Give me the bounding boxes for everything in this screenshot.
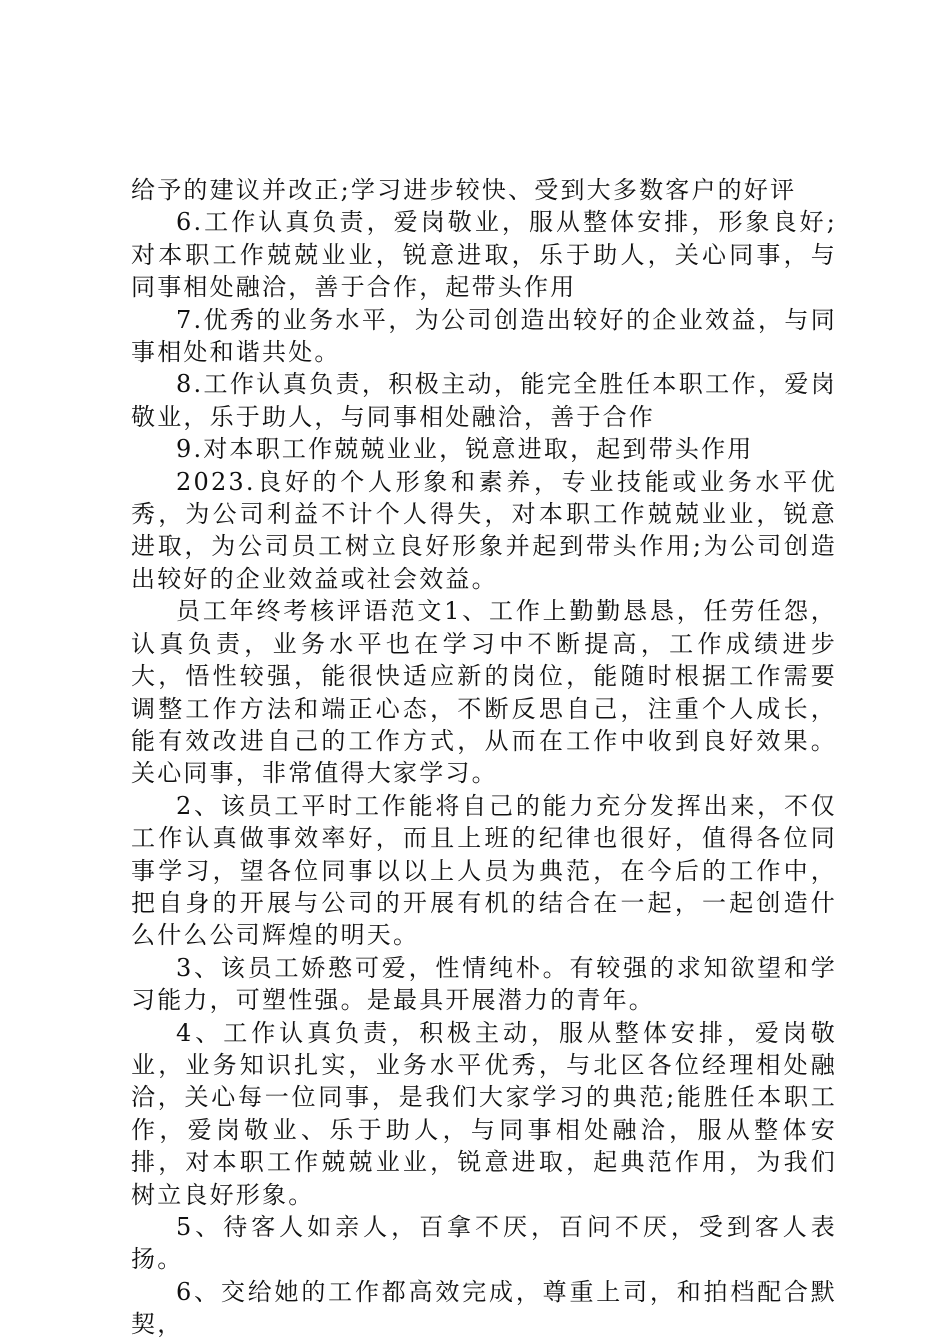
paragraph: 9.对本职工作兢兢业业，锐意进取，起到带头作用 [176,435,754,464]
paragraph: 6、交给她的工作都高效完成，尊重上司，和拍档配合默契， [131,1277,837,1339]
paragraph: 8.工作认真负责，积极主动，能完全胜任本职工作，爱岗敬业，乐于助人，与同事相处融洽，善于合作 [131,370,837,431]
paragraph: 7.优秀的业务水平，为公司创造出较好的企业效益，与同事相处和谐共处。 [131,305,837,367]
paragraph: 6.工作认真负责，爱岗敬业，服从整体安排，形象良好;对本职工作兢兢业业，锐意进取，乐于助人，关心同事，与同事相处融洽，善于合作，起带头作用 [131,208,837,302]
paragraph: 5、待客人如亲人，百拿不厌，百问不厌，受到客人表扬。 [131,1213,837,1274]
document-body [131,174,837,1341]
paragraph: 员工年终考核评语范文1、工作上勤勤恳恳，任劳任怨，认真负责，业务水平也在学习中不断提高，工作成绩进步大，悟性较强，能很快适应新的岗位，能随时根据工作需要调整工作方法和端正心态，不断反思自己，注重个人成长，能有效改进自己的工作方式，从而在工作中收到良好效果。关心同事，非常值得大家学习。 [131,597,837,788]
paragraph: 2023.良好的个人形象和素养，专业技能或业务水平优秀，为公司利益不计个人得失，对本职工作兢兢业业，锐意进取，为公司员工树立良好形象并起到带头作用;为公司创造出较好的企业效益或社会效益。 [131,467,837,593]
paragraph: 2、该员工平时工作能将自己的能力充分发挥出来，不仅工作认真做事效率好，而且上班的纪律也很好，值得各位同事学习，望各位同事以以上人员为典范，在今后的工作中，把自身的开展与公司的开展有机的结合在一起，一起创造什么什么公司辉煌的明天。 [131,791,837,950]
paragraph: 3、该员工娇憨可爱，性情纯朴。有较强的求知欲望和学习能力，可塑性强。是最具开展潜力的青年。 [131,953,837,1015]
paragraph: 给予的建议并改正;学习进步较快、受到大多数客户的好评 [131,176,797,204]
paragraph: 4、工作认真负责，积极主动，服从整体安排，爱岗敬业，业务知识扎实，业务水平优秀，与北区各位经理相处融洽，关心每一位同事，是我们大家学习的典范;能胜任本职工作，爱岗敬业、乐于助人，与同事相处融洽，服从整体安排，对本职工作兢兢业业，锐意进取，起典范作用，为我们树立良好形象。 [131,1018,837,1209]
